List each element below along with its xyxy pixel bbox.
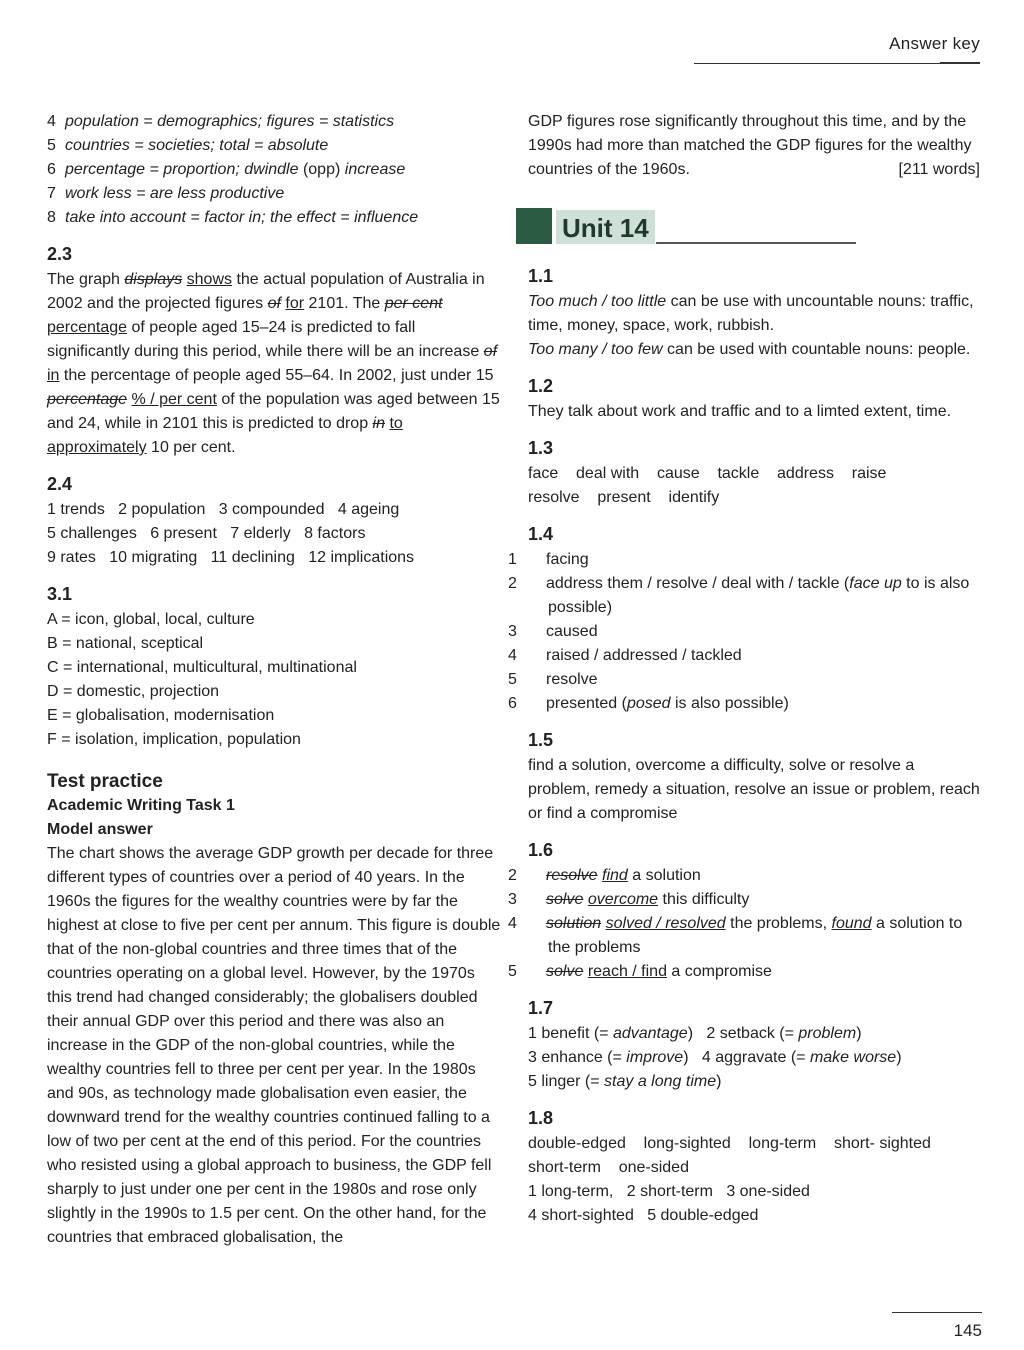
header-rule [694, 63, 980, 64]
model-answer-heading: Model answer [47, 821, 153, 838]
list-item: 5 countries = societies; total = absolute [47, 137, 329, 154]
answer-line: D = domestic, projection [47, 683, 220, 700]
answer-line: B = national, sceptical [47, 635, 204, 652]
answer-line: E = globalisation, modernisation [47, 707, 275, 724]
answer-row: 5 challenges 6 present 7 elderly 8 factors [47, 525, 366, 542]
section-heading-1-5: 1.5 [528, 730, 554, 750]
model-answer-text: The chart shows the average GDP growth per decade for three different types of countries over a period of 40 years. In the 1960s the figures for the wealthy countries were by far the highest at close to five per cent per annum. This figure is double that of the non-global countries and three times that of the countries operating on a global level. However, by the 1970s this trend had changed considerably; the globalisers doubled their annual GDP over this period and there was also an increase in the GDP of the non-global countries, while the wealthy countries fell to three per cent per year. In the 1980s and 90s, as technology made globalisation even easier, the downward trend for the wealthy countries continued falling to a low of two per cent at the end of this period. For the countries who resisted using a global approach to business, the GDP fell sharply to just under one per cent in the 1980s and rose only slightly in the 1990s to 1.5 per cent. On the other hand, for the countries that embraced globalisation, the [47, 845, 501, 1246]
list-item: 4 solution solved / resolved the problems, found a solution to the problems [508, 915, 963, 956]
answer-line: C = international, multicultural, multinational [47, 659, 357, 676]
word-count: [211 words] [898, 161, 980, 178]
section-heading-1-8: 1.8 [528, 1108, 554, 1128]
task-heading: Academic Writing Task 1 [47, 797, 235, 814]
list-item: 3 solve overcome this difficulty [508, 891, 750, 908]
footer-rule [892, 1312, 982, 1313]
section-1-2-text: They talk about work and traffic and to a limted extent, time. [528, 403, 952, 420]
answer-line: F = isolation, implication, population [47, 731, 301, 748]
section-heading-2-4: 2.4 [47, 474, 73, 494]
left-column [47, 110, 502, 1250]
unit-banner [516, 208, 980, 252]
section-1-6-list [508, 864, 980, 984]
list-item: 5 solve reach / find a compromise [508, 963, 772, 980]
model-answer-continuation: GDP figures rose significantly throughout this time, and by the 1990s had more than matched the GDP figures for the wealthy countries of the 1960s. [211 words] [528, 110, 980, 182]
list-item: 5 resolve [508, 671, 598, 688]
vocab-list [47, 110, 502, 230]
list-item: 2 resolve find a solution [508, 867, 701, 884]
test-practice-heading: Test practice [47, 771, 163, 792]
answer-row: 3 enhance (= improve) 4 aggravate (= make worse) [528, 1049, 902, 1066]
list-item: 4 raised / addressed / tackled [508, 647, 742, 664]
answer-row: 1 long-term, 2 short-term 3 one-sided [528, 1183, 810, 1200]
list-item: 6 presented (posed is also possible) [508, 695, 789, 712]
section-2-3-text: The graph displays shows the actual population of Australia in 2002 and the projected figures of for 2101. The per cent percentage of people aged 15–24 is predicted to fall significantly during this period, while there will be an increase of in the percentage of people aged 55–64. In 2002, just under 15 percentage % / per cent of the population was aged between 15 and 24, while in 2101 this is predicted to drop in to approximately 10 per cent. [47, 271, 500, 456]
section-heading-2-3: 2.3 [47, 244, 73, 264]
unit-title: Unit 14 [556, 210, 655, 244]
right-column [508, 110, 980, 1228]
section-1-1-line: Too many / too few can be used with countable nouns: people. [528, 341, 971, 358]
unit-rule [656, 242, 856, 244]
list-item: 2 address them / resolve / deal with / tackle (face up to is also possible) [508, 575, 970, 616]
list-item: 1 facing [508, 551, 589, 568]
section-2-4-answers [47, 498, 502, 570]
word-row: resolve present identify [528, 489, 720, 506]
answer-row: 9 rates 10 migrating 11 declining 12 implications [47, 549, 415, 566]
section-heading-1-2: 1.2 [528, 376, 554, 396]
list-item: 8 take into account = factor in; the effect = influence [47, 209, 419, 226]
section-1-5-text: find a solution, overcome a difficulty, solve or resolve a problem, remedy a situation, resolve an issue or problem, reach or find a compromise [528, 757, 980, 822]
section-3-1-answers [47, 608, 502, 752]
running-header: Answer key [889, 34, 980, 53]
answer-row: 5 linger (= stay a long time) [528, 1073, 722, 1090]
list-item: 7 work less = are less productive [47, 185, 285, 202]
section-heading-1-6: 1.6 [528, 840, 554, 860]
word-row: face deal with cause tackle address raise [528, 465, 887, 482]
answer-row: 4 short-sighted 5 double-edged [528, 1207, 759, 1224]
word-row: short-term one-sided [528, 1159, 689, 1176]
list-item: 6 percentage = proportion; dwindle (opp) increase [47, 161, 406, 178]
section-heading-3-1: 3.1 [47, 584, 73, 604]
answer-line: A = icon, global, local, culture [47, 611, 255, 628]
answer-row: 1 trends 2 population 3 compounded 4 ageing [47, 501, 400, 518]
word-row: double-edged long-sighted long-term short- sighted [528, 1135, 931, 1152]
section-heading-1-7: 1.7 [528, 998, 554, 1018]
section-1-1-line: Too much / too little can be use with uncountable nouns: traffic, time, money, space, work, rubbish. [528, 293, 974, 334]
header-rule-accent [940, 62, 980, 64]
list-item: 4 population = demographics; figures = statistics [47, 113, 395, 130]
list-item: 3 caused [508, 623, 598, 640]
unit-marker [516, 208, 552, 244]
answer-row: 1 benefit (= advantage) 2 setback (= problem) [528, 1025, 862, 1042]
page-number: 145 [953, 1321, 982, 1340]
section-heading-1-1: 1.1 [528, 266, 554, 286]
section-heading-1-4: 1.4 [528, 524, 554, 544]
section-heading-1-3: 1.3 [528, 438, 554, 458]
section-1-4-list [508, 548, 980, 716]
